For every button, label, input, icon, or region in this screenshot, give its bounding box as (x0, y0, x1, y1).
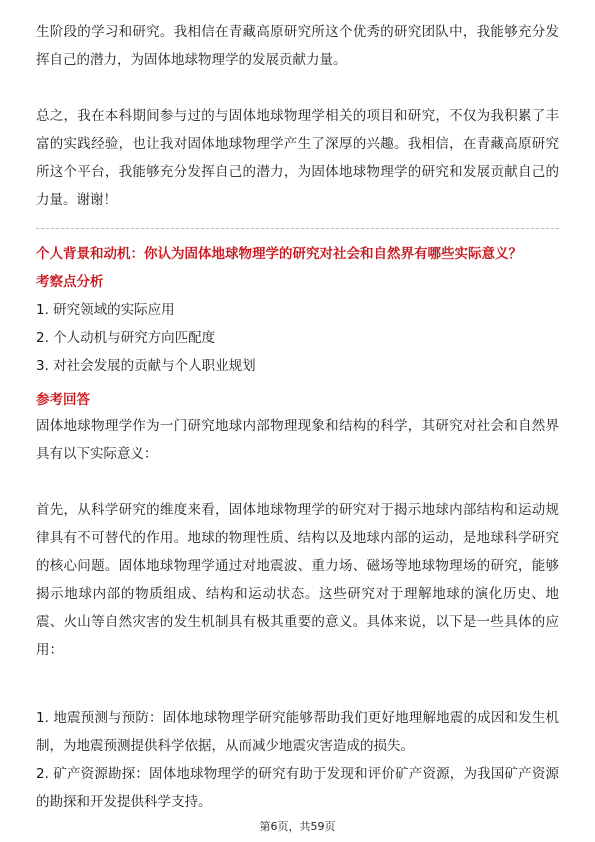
analysis-point: 2. 个人动机与研究方向匹配度 (36, 330, 216, 346)
answer-heading: 参考回答 (36, 392, 90, 408)
question-title: 个人背景和动机：你认为固体地球物理学的研究对社会和自然界有哪些实际意义？ (36, 246, 522, 262)
analysis-point: 3. 对社会发展的贡献与个人职业规划 (36, 358, 256, 374)
application-item: 1. 地震预测与预防：固体地球物理学研究能够帮助我们更好地理解地震的成因和发生机制，为地震预测提供科学依据，从而减少地震灾害造成的损失。 (36, 710, 559, 754)
answer-paragraph-1: 固体地球物理学作为一门研究地球内部物理现象和结构的科学，其研究对社会和自然界具有以下实际意义： (36, 418, 559, 462)
analysis-heading: 考察点分析 (36, 274, 104, 290)
intro-paragraph-2: 总之，我在本科期间参与过的与固体地球物理学相关的项目和研究，不仅为我积累了丰富的实践经验，也让我对固体地球物理学产生了深厚的兴趣。我相信，在青藏高原研究所这个平台，我能够充分发挥自己的潜力，为固体地球物理学的研究和发展贡献自己的力量。谢谢！ (36, 108, 559, 208)
analysis-point: 1. 研究领域的实际应用 (36, 302, 175, 318)
section-divider (36, 228, 559, 229)
intro-paragraph-1: 生阶段的学习和研究。我相信在青藏高原研究所这个优秀的研究团队中，我能够充分发挥自己的潜力，为固体地球物理学的发展贡献力量。 (36, 24, 559, 68)
application-item: 2. 矿产资源勘探：固体地球物理学的研究有助于发现和评价矿产资源，为我国矿产资源的勘探和开发提供科学支持。 (36, 766, 559, 810)
page-footer: 第6页，共59页 (259, 820, 336, 833)
answer-paragraph-2: 首先，从科学研究的维度来看，固体地球物理学的研究对于揭示地球内部结构和运动规律具有不可替代的作用。地球的物理性质、结构以及地球内部的运动，是地球科学研究的核心问题。固体地球物理学通过对地震波、重力场、磁场等地球物理场的研究，能够揭示地球内部的物质组成、结构和运动状态。这些研究对于理解地球的演化历史、地震、火山等自然灾害的发生机制具有极其重要的意义。具体来说，以下是一些具体的应用： (36, 502, 559, 658)
